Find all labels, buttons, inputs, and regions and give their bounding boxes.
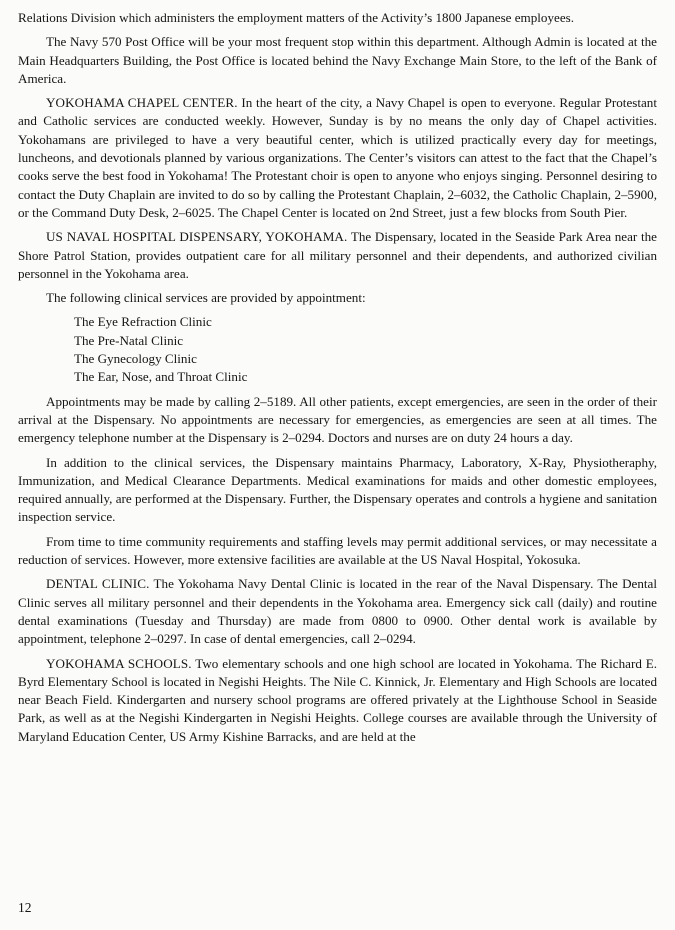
paragraph-yokohama-schools: [18, 655, 657, 746]
hospital-dispensary-body: The Dispensary, located in the Seaside Park Area near the Shore Patrol Station, provides outpatient care for all military personnel and their dependents, and authorized civilian personnel in the Yokohama area.: [18, 229, 657, 281]
heading-dental-clinic: DENTAL CLINIC.: [46, 576, 150, 592]
paragraph-appointments: Appointments may be made by calling 2–5189. All other patients, except emergencies, are seen in the order of their arrival at the Dispensary. No appointments are necessary for emergencies, as emergencies are seen at all times. The emergency telephone number at the Dispensary is 2–0294. Doctors and nurses are on duty 24 hours a day.: [18, 393, 657, 446]
paragraph-employment-relations: Relations Division which administers the employment matters of the Activity’s 1800 Japanese employees.: [18, 10, 575, 25]
paragraph-hospital-dispensary: [18, 228, 657, 283]
paragraph-dispensary-departments: In addition to the clinical services, the Dispensary maintains Pharmacy, Laboratory, X-Ray, Physiotheraphy, Immunization, and Medical Clearance Departments. Medical examinations for maids and other domestic employees, required annually, are performed at the Dispensary. Further, the Dispensary operates and controls a hygiene and sanitation inspection service.: [18, 454, 657, 525]
list-item: The Eye Refraction Clinic: [74, 314, 212, 330]
paragraph-community-requirements: From time to time community requirements and staffing levels may permit additional services, or may necessitate a reduction of services. However, more extensive facilities are available at the US Naval Hospital, Yokosuka.: [18, 533, 657, 568]
paragraph-post-office: The Navy 570 Post Office will be your most frequent stop within this department. Although Admin is located at the Main Headquarters Building, the Post Office is located behind the Navy Exchange Main Store, to the left of the Bank of America.: [18, 34, 657, 86]
heading-chapel-center: YOKOHAMA CHAPEL CENTER.: [46, 95, 238, 111]
paragraph-clinical-services-intro: The following clinical services are provided by appointment:: [46, 290, 366, 306]
clinic-list: [74, 313, 657, 386]
heading-hospital-dispensary: US NAVAL HOSPITAL DISPENSARY, YOKOHAMA.: [46, 229, 348, 245]
paragraph-dental-clinic: [18, 575, 657, 648]
list-item: The Pre-Natal Clinic: [74, 332, 184, 348]
dental-clinic-body: The Yokohama Navy Dental Clinic is located in the rear of the Naval Dispensary. The Dental Clinic serves all military personnel and their dependents in the Yokohama area. Emergency sick call (daily) and routine dental examinations (Tuesday and Thursday) are made from 0800 to 0900. Other dental work is available by appointment, telephone 2–0297. In case of dental emergencies, call 2–0294.: [18, 576, 657, 647]
page-number: 12: [18, 900, 32, 915]
paragraph-chapel-center: [18, 94, 657, 222]
list-item: The Ear, Nose, and Throat Clinic: [74, 369, 248, 385]
chapel-center-body: In the heart of the city, a Navy Chapel is open to everyone. Regular Protestant and Catholic services are conducted weekly. However, Sunday is by no means the only day of Chapel activities. Yokohamans are privileged to have a very beautiful center, which is utilized practically every day for meetings, luncheons, and devotionals planned by various organizations. The Center’s visitors can attest to the fact that the Chapel’s cooks serve the best food in Yokohama! The Protestant choir is open to anyone who enjoys singing. Personnel desiring to contact the Duty Chaplain are invited to do so by calling the Protestant Chaplain, 2–6032, the Catholic Chaplain, 2–5900, or the Command Duty Desk, 2–6025. The Chapel Center is located on 2nd Street, just a few blocks from South Pier.: [18, 95, 657, 220]
heading-yokohama-schools: YOKOHAMA SCHOOLS.: [46, 655, 192, 671]
list-item: The Gynecology Clinic: [74, 351, 197, 367]
yokohama-schools-body: Two elementary schools and one high school are located in Yokohama. The Richard E. Byrd Elementary School is located in Negishi Heights. The Nile C. Kinnick, Jr. Elementary and High Schools are located near Beach Field. Kindergarten and nursery school programs are offered privately at the Lighthouse School in Seaside Park, as well as at the Negishi Kindergarten in Negishi Heights. College courses are available through the University of Maryland Education Center, US Army Kishine Barracks, and are held at the: [18, 655, 657, 744]
